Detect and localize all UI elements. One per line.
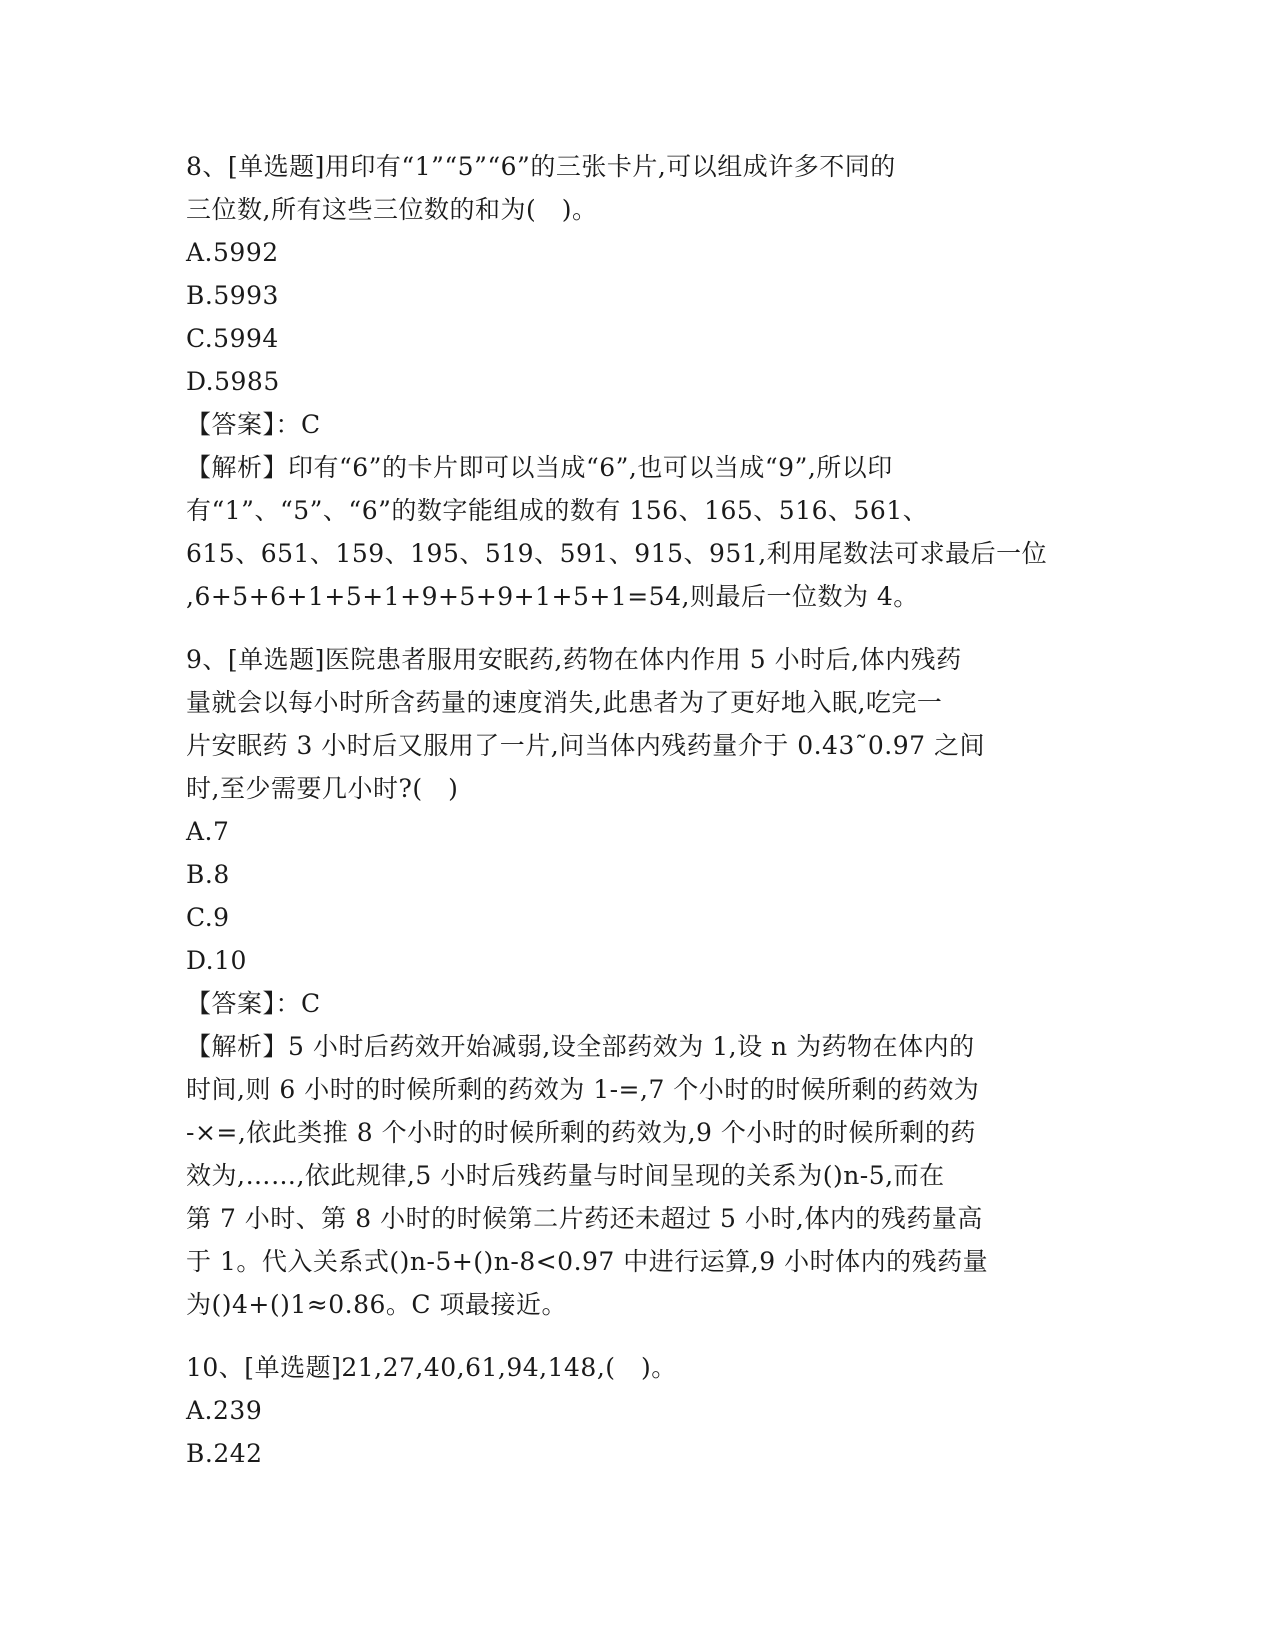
question-stem-line: 片安眠药 3 小时后又服用了一片,问当体内残药量介于 0.43˜0.97 之间 (186, 731, 985, 760)
option-c: C.9 (186, 903, 230, 932)
analysis-line: 有“1”、“5”、“6”的数字能组成的数有 156、165、516、561、 (186, 496, 929, 525)
analysis-line: 效为,……,依此规律,5 小时后残药量与时间呈现的关系为()n-5,而在 (186, 1161, 945, 1190)
question-stem-line: 量就会以每小时所含药量的速度消失,此患者为了更好地入眠,吃完一 (186, 688, 943, 717)
question-stem-line: 9、[单选题]医院患者服用安眠药,药物在体内作用 5 小时后,体内残药 (186, 645, 962, 674)
option-a: A.7 (186, 817, 230, 846)
question-stem-line: 10、[单选题]21,27,40,61,94,148,( )。 (186, 1353, 677, 1382)
question-spacer (186, 618, 1086, 638)
analysis-line: 第 7 小时、第 8 小时的时候第二片药还未超过 5 小时,体内的残药量高 (186, 1204, 983, 1233)
analysis-line: 【解析】5 小时后药效开始减弱,设全部药效为 1,设 n 为药物在体内的 (186, 1032, 975, 1061)
analysis-line: 【解析】印有“6”的卡片即可以当成“6”,也可以当成“9”,所以印 (186, 453, 893, 482)
option-d: D.10 (186, 946, 247, 975)
answer-line: 【答案】：C (186, 410, 321, 439)
option-b: B.5993 (186, 281, 279, 310)
option-a: A.5992 (186, 238, 279, 267)
analysis-line: 615、651、159、195、519、591、915、951,利用尾数法可求最后一位 (186, 539, 1048, 568)
answer-line: 【答案】：C (186, 989, 321, 1018)
option-b: B.8 (186, 860, 230, 889)
question-10 (186, 1346, 1086, 1475)
question-8 (186, 145, 1086, 618)
question-9 (186, 638, 1086, 1326)
analysis-line: 于 1。代入关系式()n-5+()n-8<0.97 中进行运算,9 小时体内的残药量 (186, 1247, 989, 1276)
analysis-line: 为()4+()1≈0.86。C 项最接近。 (186, 1290, 567, 1319)
question-stem-line: 三位数,所有这些三位数的和为( )。 (186, 195, 598, 224)
analysis-line: 时间,则 6 小时的时候所剩的药效为 1-=,7 个小时的时候所剩的药效为 (186, 1075, 980, 1104)
option-d: D.5985 (186, 367, 280, 396)
option-b: B.242 (186, 1439, 263, 1468)
question-stem-line: 8、[单选题]用印有“1”“5”“6”的三张卡片,可以组成许多不同的 (186, 152, 896, 181)
analysis-line: ,6+5+6+1+5+1+9+5+9+1+5+1=54,则最后一位数为 4。 (186, 582, 919, 611)
question-stem-line: 时,至少需要几小时?( ) (186, 774, 459, 803)
document-page (186, 145, 1086, 1475)
option-a: A.239 (186, 1396, 263, 1425)
option-c: C.5994 (186, 324, 279, 353)
question-spacer (186, 1326, 1086, 1346)
analysis-line: -×=,依此类推 8 个小时的时候所剩的药效为,9 个小时的时候所剩的药 (186, 1118, 976, 1147)
